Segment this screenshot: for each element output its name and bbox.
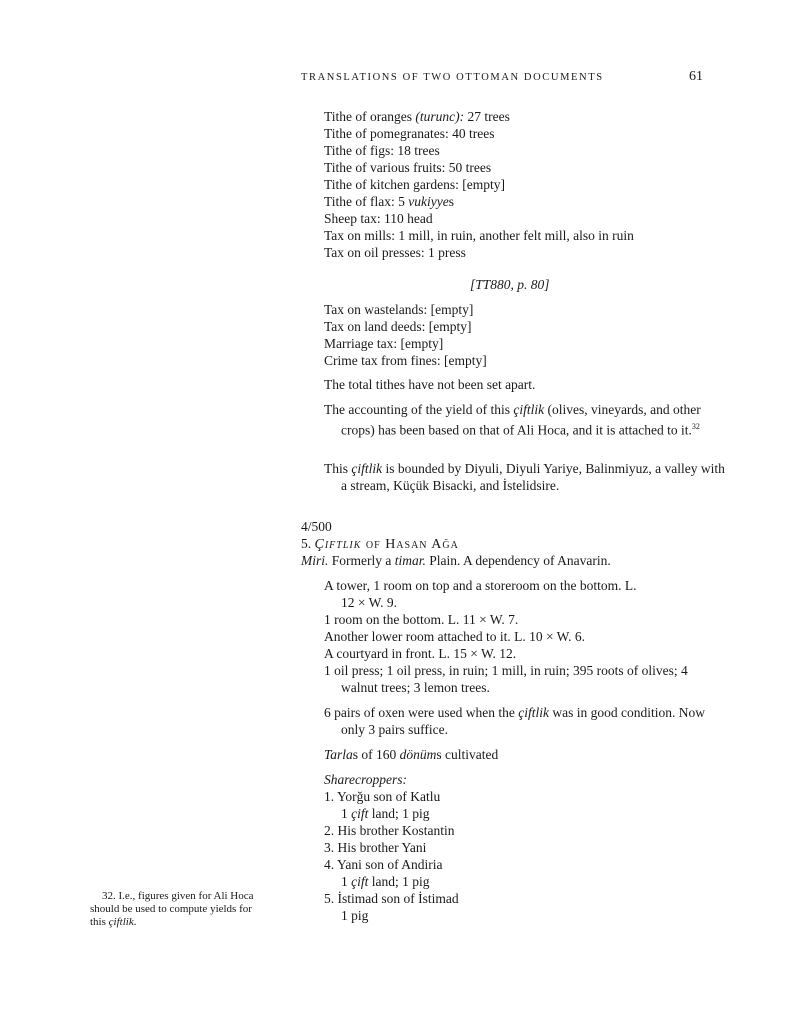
section-subtitle: Miri. Formerly a timar. Plain. A dependency of Anavarin. (301, 553, 611, 568)
section-title: 5. Çiftlik of Hasan Ağa (301, 536, 459, 552)
tithe-oranges: Tithe of oranges (turunc): 27 trees (324, 109, 510, 124)
taxes-list (324, 301, 487, 369)
footnote-32: 32. I.e., figures given for Ali Hoca should be used to compute yields for this çiftlik. (90, 890, 254, 928)
tax-wastelands: Tax on wastelands: [empty] (324, 302, 474, 317)
sharecropper-1: 1. Yorğu son of Katlu (324, 789, 441, 804)
tithes-list (324, 108, 634, 261)
sharecropper-1-detail: 1 çift land; 1 pig (341, 806, 430, 821)
running-header: TRANSLATIONS OF TWO OTTOMAN DOCUMENTS (301, 72, 604, 83)
sharecropper-4: 4. Yani son of Andiria (324, 857, 443, 872)
buildings-list (324, 577, 710, 696)
sharecropper-5: 5. İstimad son of İstimad (324, 891, 459, 906)
source-page-reference: [TT880, p. 80] (470, 277, 550, 292)
section-reference: 4/500 (301, 519, 332, 534)
tithe-various-fruits: Tithe of various fruits: 50 trees (324, 160, 492, 175)
paragraph-accounting: The accounting of the yield of this çiftlik (olives, vineyards, and other crops) has been based on that of Ali Hoca, and it is attached to it.$^{32}$ (324, 402, 701, 438)
building-lower-room: Another lower room attached to it. L. 10 × W. 6. (324, 629, 586, 644)
building-presses-trees: 1 oil press; 1 oil press, in ruin; 1 mill, in ruin; 395 roots of olives; 4 walnut trees; 3 lemon trees. (324, 663, 688, 695)
sharecroppers-heading: Sharecroppers: (324, 772, 407, 787)
oil-press-tax: Tax on oil presses: 1 press (324, 245, 466, 260)
tithe-pomegranates: Tithe of pomegranates: 40 trees (324, 126, 495, 141)
sharecroppers-list (324, 771, 459, 924)
paragraph-oxen: 6 pairs of oxen were used when the çiftlik was in good condition. Now only 3 pairs suffice. (324, 705, 705, 737)
tax-marriage: Marriage tax: [empty] (324, 336, 444, 351)
building-tower: A tower, 1 room on top and a storeroom on the bottom. L. 12 × W. 9. (324, 578, 637, 610)
mill-tax: Tax on mills: 1 mill, in ruin, another felt mill, also in ruin (324, 228, 634, 243)
tax-crime: Crime tax from fines: [empty] (324, 353, 487, 368)
tithe-flax: Tithe of flax: 5 vukiyyes (324, 194, 454, 209)
sheep-tax: Sheep tax: 110 head (324, 211, 433, 226)
sharecropper-2: 2. His brother Kostantin (324, 823, 455, 838)
sharecropper-4-detail: 1 çift land; 1 pig (341, 874, 430, 889)
building-room-bottom: 1 room on the bottom. L. 11 × W. 7. (324, 612, 519, 627)
tithe-figs: Tithe of figs: 18 trees (324, 143, 440, 158)
sharecropper-5-detail: 1 pig (341, 908, 369, 923)
building-courtyard: A courtyard in front. L. 15 × W. 12. (324, 646, 517, 661)
tax-land-deeds: Tax on land deeds: [empty] (324, 319, 472, 334)
footnote-ref-32: 32 (691, 422, 700, 431)
page-number: 61 (689, 69, 703, 84)
tarlas-cultivated: Tarlas of 160 dönüms cultivated (324, 747, 499, 762)
sharecropper-3: 3. His brother Yani (324, 840, 427, 855)
paragraph-total-tithes: The total tithes have not been set apart. (324, 377, 536, 392)
tithe-kitchen-gardens: Tithe of kitchen gardens: [empty] (324, 177, 505, 192)
paragraph-boundaries: This çiftlik is bounded by Diyuli, Diyuli Yariye, Balinmiyuz, a valley with a stream, Küçük Bisacki, and İstelidsire. (324, 461, 725, 493)
